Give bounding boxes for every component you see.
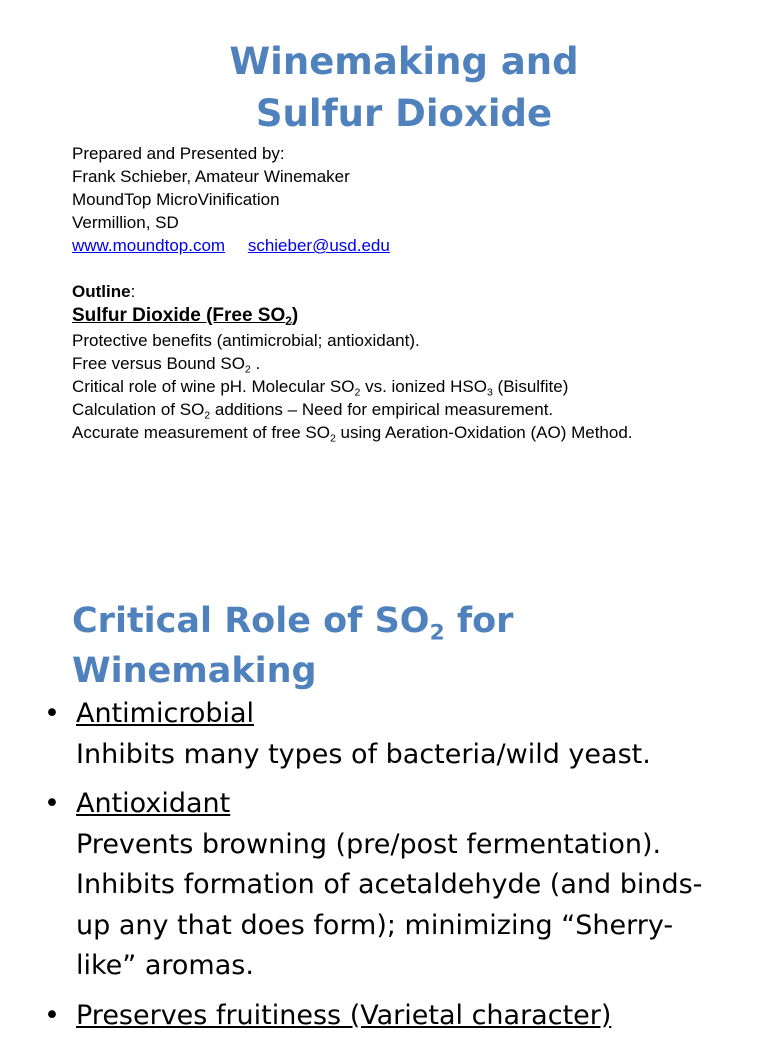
email-link[interactable]: schieber@usd.edu — [247, 236, 390, 255]
section-title — [0, 596, 768, 696]
bullet-item — [44, 784, 744, 987]
website-link[interactable]: www.moundtop.com — [72, 236, 226, 255]
section-title-subscript: 2 — [429, 620, 445, 646]
bullet-detail-line: like” aromas. — [76, 950, 254, 981]
outline-item-3-subscript-2: 3 — [486, 386, 493, 399]
bullet-detail-line: up any that does form); minimizing “Sherry- — [76, 909, 674, 941]
bullet-term: Antioxidant — [76, 788, 231, 819]
slide-title — [0, 36, 768, 140]
outline-colon: : — [130, 282, 136, 301]
outline-heading-close: ) — [291, 305, 299, 326]
bullet-item — [44, 694, 744, 775]
outline-item-4-subscript: 2 — [204, 409, 211, 422]
outline-label: Outline — [72, 282, 131, 301]
outline-item-5-subscript: 2 — [329, 432, 336, 445]
bullet-item — [44, 996, 744, 1037]
outline-block — [72, 280, 633, 444]
outline-item-2-end: . — [250, 354, 261, 373]
page-title — [40, 36, 768, 140]
outline-item-3-text-a: Critical role of wine pH. Molecular SO — [72, 377, 355, 396]
prepared-by-label: Prepared and Presented by: — [72, 144, 285, 163]
outline-label-line — [72, 280, 633, 303]
outline-item-2 — [72, 352, 633, 375]
contact-links — [72, 234, 408, 257]
section-title-text: Critical Role of SO — [72, 601, 430, 641]
outline-item-3-text-b: vs. ionized HSO — [360, 377, 487, 396]
outline-item-2-text: Free versus Bound SO — [72, 354, 245, 373]
outline-item-3 — [72, 375, 633, 398]
bullet-list — [44, 694, 744, 1045]
outline-item-5 — [72, 421, 633, 444]
title-line-2: Sulfur Dioxide — [255, 92, 553, 135]
bullet-detail-line: Inhibits formation of acetaldehyde (and binds- — [76, 869, 703, 900]
outline-item-2-subscript: 2 — [244, 363, 251, 376]
outline-item-4-text: Calculation of SO — [72, 400, 205, 419]
credits-block — [72, 142, 408, 257]
author-name: Frank Schieber, Amateur Winemaker — [72, 167, 350, 186]
bullet-term: Antimicrobial — [76, 698, 255, 729]
bullet-dot-icon: • — [44, 788, 60, 819]
outline-heading-subscript: 2 — [285, 315, 292, 329]
bullet-detail-line: Prevents browning (pre/post fermentation). — [76, 828, 662, 860]
organization-name: MoundTop MicroVinification — [72, 190, 280, 209]
bullet-dot-icon: • — [44, 999, 60, 1031]
outline-item-4 — [72, 398, 633, 421]
bullet-term: Preserves fruitiness (Varietal character) — [76, 999, 612, 1031]
outline-heading-text: Sulfur Dioxide (Free SO — [72, 305, 286, 326]
outline-item-5-end: using Aeration-Oxidation (AO) Method. — [335, 423, 633, 442]
bullet-dot-icon: • — [44, 698, 60, 729]
outline-item-1: Protective benefits (antimicrobial; antioxidant). — [72, 331, 420, 350]
outline-item-3-text-c: (Bisulfite) — [492, 377, 569, 396]
outline-heading — [72, 303, 633, 329]
slide-critical-role — [0, 596, 768, 1031]
bullet-detail-line: Inhibits many types of bacteria/wild yeast. — [76, 738, 651, 770]
outline-item-5-text: Accurate measurement of free SO — [72, 423, 330, 442]
location-text: Vermillion, SD — [72, 213, 179, 232]
outline-item-3-subscript-1: 2 — [354, 386, 361, 399]
outline-item-4-end: additions – Need for empirical measurement. — [210, 400, 554, 419]
section-title-end: for Winemaking — [72, 601, 514, 691]
title-line-1: Winemaking and — [229, 40, 579, 83]
